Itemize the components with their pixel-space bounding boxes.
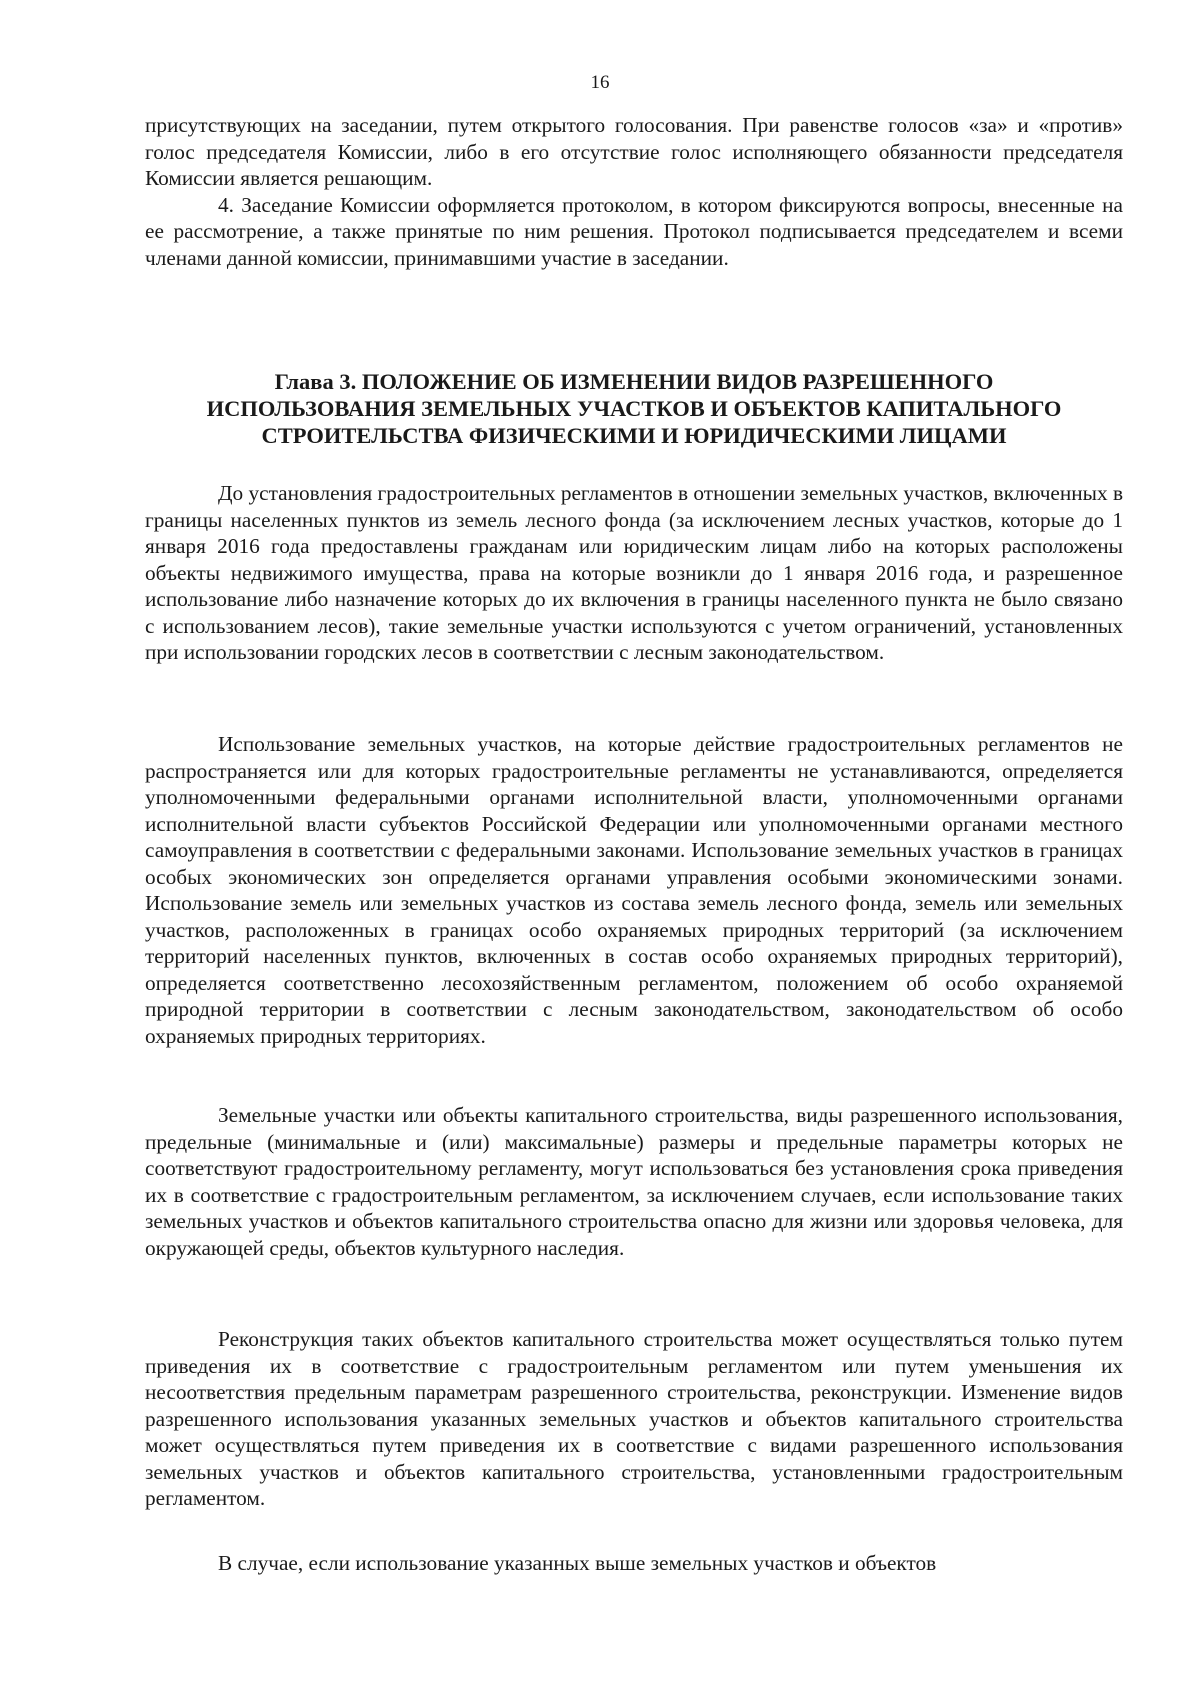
body-paragraph-5: В случае, если использование указанных выше земельных участков и объектов <box>218 1551 937 1575</box>
intro-paragraph-1: присутствующих на заседании, путем открытого голосования. При равенстве голосов «за» и «против» голос председателя Комиссии, либо в его отсутствие голос исполняющего обязанности председателя Комиссии является решающим. <box>145 113 1123 190</box>
chapter-heading-line-1: Глава 3. ПОЛОЖЕНИЕ ОБ ИЗМЕНЕНИИ ВИДОВ РАЗРЕШЕННОГО <box>274 369 994 394</box>
chapter-heading-line-3: СТРОИТЕЛЬСТВА ФИЗИЧЕСКИМИ И ЮРИДИЧЕСКИМИ ЛИЦАМИ <box>261 423 1007 448</box>
chapter-heading-line-2: ИСПОЛЬЗОВАНИЯ ЗЕМЕЛЬНЫХ УЧАСТКОВ И ОБЪЕКТОВ КАПИТАЛЬНОГО <box>206 396 1062 421</box>
body-paragraph-2: Использование земельных участков, на которые действие градостроительных регламентов не распространяется или для которых градостроительные регламенты не устанавливаются, определяется уполномоченными федеральными органами исполнительной власти, уполномоченными органами исполнительной власти субъектов Российской Федерации или уполномоченными органами местного самоуправления в соответствии с федеральными законами. Использование земельных участков в границах особых экономических зон определяется органами управления особыми экономическими зонами. Использование земель или земельных участков из состава земель лесного фонда, земель или земельных участков, расположенных в границах особо охраняемых природных территорий (за исключением территорий населенных пунктов, включенных в состав особо охраняемых природных территорий), определяется соответственно лесохозяйственным регламентом, положением об особо охраняемой природной территории в соответствии с лесным законодательством, законодательством об особо охраняемых природных территориях. <box>145 732 1123 1048</box>
body-paragraph-1: До установления градостроительных регламентов в отношении земельных участков, включенных в границы населенных пунктов из земель лесного фонда (за исключением лесных участков, которые до 1 января 2016 года предоставлены гражданам или юридическим лицам либо на которых расположены объекты недвижимого имущества, права на которые возникли до 1 января 2016 года, и разрешенное использование либо назначение которых до их включения в границы населенного пункта не было связано с использованием лесов), такие земельные участки используются с учетом ограничений, установленных при использовании городских лесов в соответствии с лесным законодательством. <box>145 481 1123 664</box>
body-paragraph-3: Земельные участки или объекты капитального строительства, виды разрешенного использования, предельные (минимальные и (или) максимальные) размеры и предельные параметры которых не соответствуют градостроительному регламенту, могут использоваться без установления срока приведения их в соответствие с градостроительным регламентом, за исключением случаев, если использование таких земельных участков и объектов капитального строительства опасно для жизни или здоровья человека, для окружающей среды, объектов культурного наследия. <box>145 1103 1123 1260</box>
body-paragraph-4: Реконструкция таких объектов капитального строительства может осуществляться только путем приведения их в соответствие с градостроительным регламентом или путем уменьшения их несоответствия предельным параметрам разрешенного строительства, реконструкции. Изменение видов разрешенного использования указанных земельных участков и объектов капитального строительства может осуществляться путем приведения их в соответствие с видами разрешенного использования земельных участков и объектов капитального строительства, установленными градостроительным регламентом. <box>145 1327 1123 1510</box>
intro-paragraph-2: 4. Заседание Комиссии оформляется протоколом, в котором фиксируются вопросы, внесенные на ее рассмотрение, а также принятые по ним решения. Протокол подписывается председателем и всеми членами данной комиссии, принимавшими участие в заседании. <box>145 192 1123 270</box>
intro-section <box>145 112 1123 271</box>
chapter-heading <box>145 368 1123 449</box>
page-number: 16 <box>590 72 610 93</box>
